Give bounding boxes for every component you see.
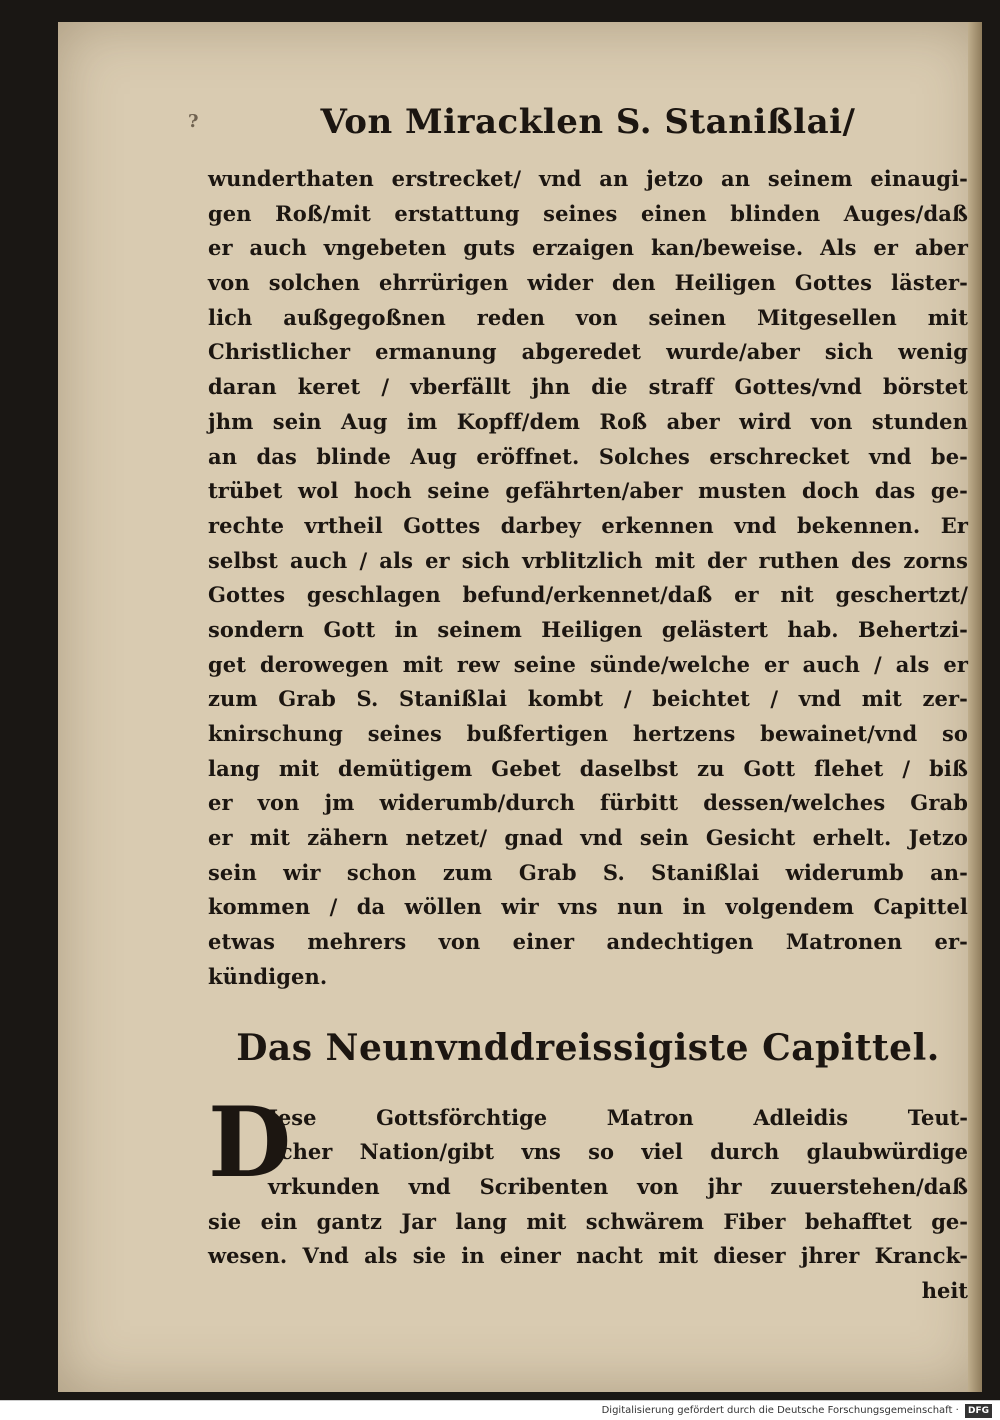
text-line: daran keret / vberfällt jhn die straff Gottes/vnd börstet — [208, 374, 968, 400]
dfg-logo[interactable]: DFG — [965, 1404, 992, 1418]
text-line: zum Grab S. Stanißlai kombt / beichtet / vnd mit zer- — [208, 686, 968, 712]
text-line: er mit zähern netzet/ gnad vnd sein Gesicht erhelt. Jetzo — [208, 825, 968, 851]
text-line: lich außgegoßnen reden von seinen Mitgesellen mit — [208, 304, 968, 330]
text-line: gen Roß/mit erstattung seines einen blinden Auges/daß — [208, 200, 968, 226]
text-line: kündigen. — [208, 963, 328, 989]
running-head — [188, 82, 968, 162]
text-line: Gottes geschlagen befund/erkennet/daß er nit geschertzt/ — [208, 582, 968, 608]
text-line: er auch vngebeten guts erzaigen kan/beweise. Als er aber — [208, 235, 968, 261]
text-line: sie ein gantz Jar lang mit schwärem Fiber behafftet ge- — [208, 1208, 968, 1234]
running-head-text: Von Miracklen S. Stanißlai/ — [320, 102, 856, 142]
text-line: vrkunden vnd Scribenten von jhr zuuerstehen/daß — [268, 1173, 968, 1199]
drop-initial: D — [208, 1085, 292, 1199]
text-line: er von jm widerumb/durch fürbitt dessen/welches Grab — [208, 790, 968, 816]
text-line: an das blinde Aug eröffnet. Solches erschrecket vnd be- — [208, 443, 968, 469]
text-line: knirschung seines bußfertigen hertzens bewainet/vnd so — [208, 721, 968, 746]
book-page — [58, 22, 982, 1392]
chapter-heading: Das Neunvnddreissigiste Capittel. — [236, 1026, 940, 1069]
text-line: scher Nation/gibt vns so viel durch glaubwürdige — [268, 1139, 968, 1165]
text-line: wesen. Vnd als sie in einer nacht mit dieser jhrer Kranck- — [208, 1243, 968, 1269]
head-mark: ? — [188, 111, 200, 132]
text-line: get derowegen mit rew seine sünde/welche er auch / als er — [208, 651, 968, 677]
text-line: Christlicher ermanung abgeredet wurde/aber sich wenig — [208, 339, 968, 365]
text-line: sondern Gott in seinem Heiligen gelästert hab. Behertzi- — [208, 616, 968, 642]
text-line: trübet wol hoch seine gefährten/aber musten doch das ge- — [208, 478, 968, 504]
text-line: kommen / da wöllen wir vns nun in volgendem Capittel — [208, 894, 968, 920]
text-line: Jese Gottsförchtige Matron Adleidis Teut- — [268, 1104, 968, 1130]
chapter-text — [208, 1085, 968, 1309]
text-line: selbst auch / als er sich vrblitzlich mit der ruthen des zorns — [208, 547, 968, 573]
text-block — [188, 82, 968, 1309]
text-line: rechte vrtheil Gottes darbey erkennen vnd bekennen. Er — [208, 512, 968, 538]
text-line: sein wir schon zum Grab S. Stanißlai widerumb an- — [208, 859, 968, 885]
text-line: etwas mehrers von einer andechtigen Matronen er- — [208, 929, 968, 955]
text-line: jhm sein Aug im Kopff/dem Roß aber wird von stunden — [208, 408, 968, 434]
footer-text: Digitalisierung gefördert durch die Deutsche Forschungsgemeinschaft · — [601, 1405, 959, 1416]
footer-credit — [0, 1400, 1000, 1420]
text-line: lang mit demütigem Gebet daselbst zu Gott flehet / biß — [208, 755, 968, 781]
text-line: von solchen ehrrürigen wider den Heiligen Gottes läster- — [208, 270, 968, 296]
page-edge — [968, 22, 982, 1392]
body-text — [208, 162, 968, 995]
catchword: heit — [921, 1277, 968, 1303]
text-line: wunderthaten erstrecket/ vnd an jetzo an seinem einaugi- — [208, 166, 968, 191]
